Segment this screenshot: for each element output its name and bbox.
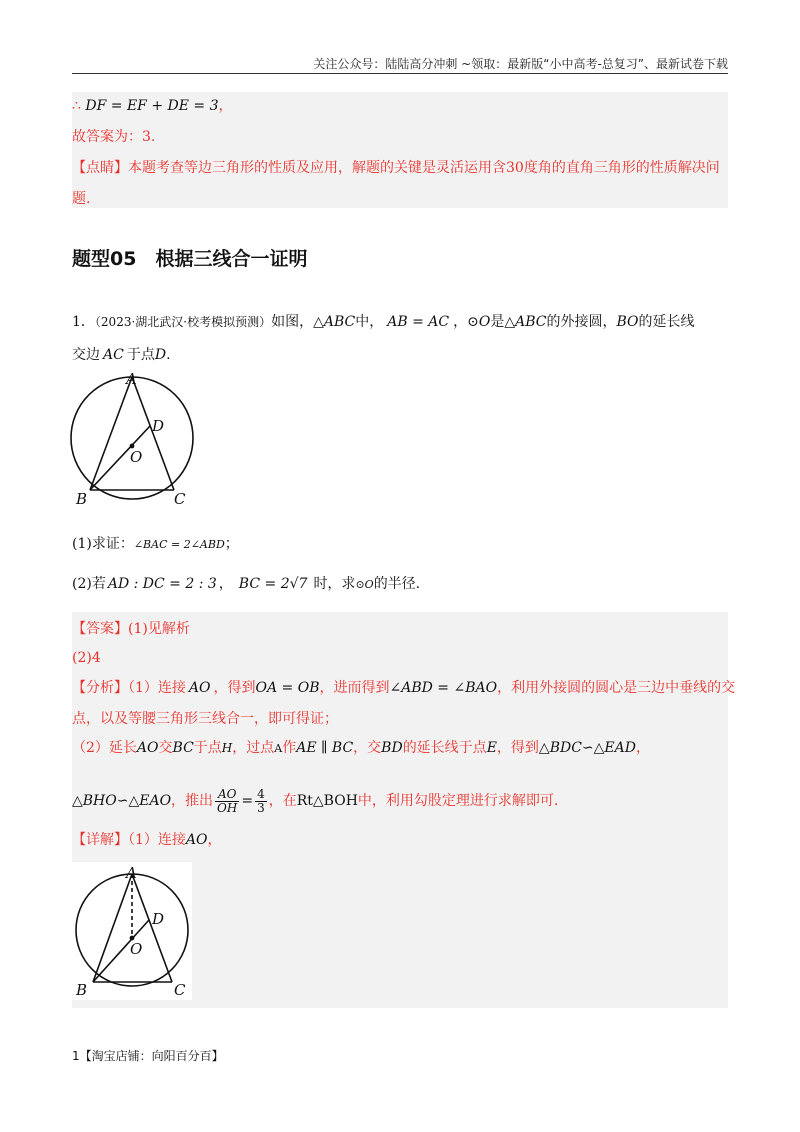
math-equation: ∠ABD = ∠BAO <box>389 680 498 696</box>
math-point: D <box>154 347 167 363</box>
math-segment: AC <box>103 347 124 363</box>
math-point: H <box>221 741 233 755</box>
question-text: ， <box>218 576 233 592</box>
math-parallel: AE ∥ BC <box>296 740 354 756</box>
analysis-text: ，得到 <box>496 740 539 756</box>
problem-text: ， <box>453 314 468 330</box>
math-segment: AO <box>185 832 208 848</box>
problem-text: 的延长线 <box>638 314 695 330</box>
label-c: C <box>174 981 186 999</box>
remark-line-2: 题. <box>72 191 91 207</box>
fraction-numerator: 4 <box>257 786 265 801</box>
analysis-tag: 【分析】 <box>72 680 128 696</box>
problem-text: . <box>166 347 171 363</box>
problem-text: 如图， <box>271 314 314 330</box>
math-equation: OA = OB <box>255 680 320 696</box>
label-b: B <box>76 490 88 508</box>
remark-line-1 <box>72 158 720 178</box>
label-d: D <box>152 910 165 928</box>
label-a: A <box>126 864 137 882</box>
figure-circle-triangle <box>64 368 208 510</box>
problem-text: 的外接圆， <box>546 314 617 330</box>
detail-tag: 【详解】 <box>72 832 128 848</box>
problem-line-1 <box>72 312 694 332</box>
question-text: 时，求 <box>313 576 356 592</box>
problem-text: 于点 <box>126 347 155 363</box>
analysis-text: ，进而得到 <box>319 680 390 696</box>
equals-sign: = <box>241 793 254 809</box>
math-equation: AB = AC <box>387 314 450 330</box>
detail-text: ， <box>207 832 222 848</box>
analysis-text: 中，利用勾股定理进行求解即可. <box>357 793 559 809</box>
analysis-text: （2）延长 <box>72 740 137 756</box>
math-segment: AO <box>188 680 211 696</box>
label-c: C <box>174 490 186 508</box>
problem-text: 中， <box>355 314 384 330</box>
label-d: D <box>152 417 165 435</box>
fraction-denominator: 3 <box>257 800 265 815</box>
question-2 <box>72 574 420 595</box>
math-angle-relation: ∠BAC = 2∠ABD <box>133 538 225 551</box>
math-similarity: △BDC∽△EAD <box>538 740 636 756</box>
analysis-text: 的延长线于点 <box>402 740 487 756</box>
question-1 <box>72 534 239 555</box>
answer-tag: 【答案】 <box>72 621 128 637</box>
answer-line-2: (2)4 <box>72 650 101 666</box>
math-triangle: △ABC <box>313 314 356 330</box>
circumcircle <box>71 377 193 499</box>
math-point: E <box>486 740 497 756</box>
analysis-text: ， <box>635 740 650 756</box>
math-segment: BC <box>172 740 194 756</box>
problem-line-2 <box>72 345 171 365</box>
therefore-symbol: ∴ <box>72 98 81 114</box>
analysis-text: ，在 <box>268 793 297 809</box>
detail-line-1 <box>72 830 222 850</box>
fraction-denominator: OH <box>217 800 238 815</box>
equation: DF = EF + DE = 3 <box>85 98 219 114</box>
analysis-line-1 <box>72 678 735 698</box>
remark-text-1: 本题考查等边三角形的性质及应用，解题的关键是灵活运用含30度角的直角三角形的性质解决问 <box>128 160 720 176</box>
side-ab <box>90 377 132 490</box>
side-ac <box>132 874 172 982</box>
figure-circle-triangle-detail <box>68 862 198 1002</box>
problem-number: 1． <box>72 314 95 330</box>
math-circle: ⊙O <box>355 578 374 591</box>
analysis-text: ，推出 <box>171 793 214 809</box>
question-1-label: (1)求证： <box>72 536 134 552</box>
question-text: 的半径. <box>373 576 421 592</box>
header-divider <box>72 73 728 74</box>
math-ratio: AD : DC = 2 : 3 <box>107 576 217 592</box>
problem-source: （2023·湖北武汉·校考模拟预测） <box>94 315 272 329</box>
math-right-triangle: Rt△BOH <box>296 793 358 809</box>
problem-text: 是 <box>490 314 505 330</box>
analysis-text: ，得到 <box>213 680 256 696</box>
fraction-numerator: AO <box>215 788 239 802</box>
math-length: BC = 2√7 <box>238 576 308 592</box>
analysis-text: 于点 <box>193 740 222 756</box>
fraction-four-thirds <box>255 788 267 815</box>
analysis-text: 作 <box>282 740 297 756</box>
math-segment: BD <box>381 740 403 756</box>
math-similarity: △BHO∽△EAO <box>72 793 172 809</box>
question-2-label: (2)若 <box>72 576 106 592</box>
math-segment: AO <box>136 740 159 756</box>
page-header: 关注公众号：陆陆高分冲刺 ~领取：最新版“小中高考-总复习”、最新试卷下载 <box>313 57 728 71</box>
label-b: B <box>76 981 88 999</box>
answer-line-1 <box>72 619 190 639</box>
equation-line <box>72 96 233 116</box>
analysis-text: （1）连接 <box>128 680 186 696</box>
analysis-text: ，过点 <box>232 740 275 756</box>
detail-text: （1）连接 <box>128 832 186 848</box>
analysis-text: ，利用外接圆的圆心是三边中垂线的交 <box>497 680 736 696</box>
label-o: O <box>130 940 143 958</box>
question-text: ； <box>224 536 239 552</box>
answer-line: 故答案为：3. <box>72 129 156 145</box>
label-a: A <box>126 370 137 388</box>
fraction-ao-oh <box>215 788 239 815</box>
label-o: O <box>130 448 143 466</box>
problem-text: 交边 <box>72 347 100 363</box>
section-title: 题型05 根据三线合一证明 <box>72 248 308 270</box>
answer-part-1: (1)见解析 <box>128 621 190 637</box>
remark-tag: 【点睛】 <box>72 160 128 176</box>
page-footer: 1【淘宝店铺：向阳百分百】 <box>72 1049 224 1063</box>
math-segment: BO <box>616 314 639 330</box>
math-triangle: △ABC <box>504 314 547 330</box>
analysis-line-3 <box>72 738 650 759</box>
math-point: A <box>274 742 283 755</box>
side-ab <box>93 874 132 982</box>
equation-comma: ， <box>218 98 233 114</box>
analysis-text: 交 <box>158 740 173 756</box>
analysis-text: ，交 <box>353 740 382 756</box>
analysis-line-2: 点，以及等腰三角形三线合一，即可得证； <box>72 711 338 727</box>
math-circle: ⊙O <box>467 314 491 330</box>
analysis-line-4 <box>72 786 558 816</box>
